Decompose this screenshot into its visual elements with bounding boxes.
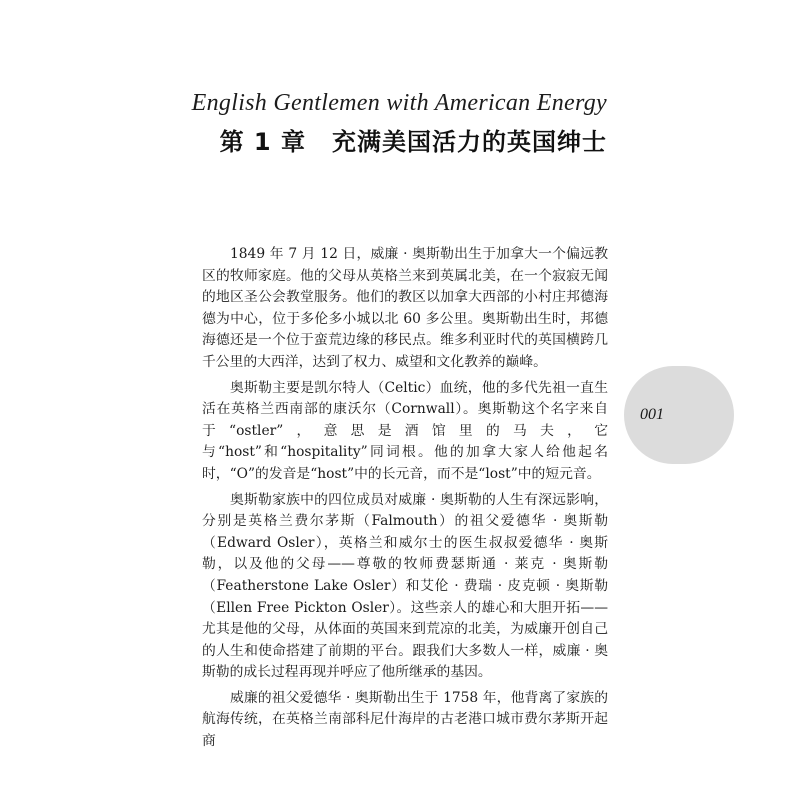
paragraph: 威廉的祖父爱德华 · 奥斯勒出生于 1758 年，他背离了家族的航海传统，在英格兰南部科尼什海岸的古老港口城市费尔茅斯开起商 <box>202 689 608 750</box>
chapter-title-english: English Gentlemen with American Energy <box>191 90 607 116</box>
chapter-heading <box>220 122 607 157</box>
paragraph: 奥斯勒家族中的四位成员对威廉 · 奥斯勒的人生有深远影响，分别是英格兰费尔茅斯（Falmouth）的祖父爱德华 · 奥斯勒（Edward Osler），英格兰和威尔士的医生叔叔爱德华 · 奥斯勒，以及他的父母——尊敬的牧师费瑟斯通 · 莱克 · 奥斯勒（Featherstone Lake Osler）和艾伦 · 费瑞 · 皮克顿 · 奥斯勒（Ellen Free Pickton Osler）。这些亲人的雄心和大胆开拓——尤其是他的父母，从体面的英国来到荒凉的北美，为威廉开创自己的人生和使命搭建了前期的平台。跟我们大多数人一样，威廉 · 奥斯勒的成长过程再现并呼应了他所继承的基因。 <box>202 491 608 681</box>
body-text <box>202 244 608 757</box>
chapter-number: 第 1 章 <box>219 128 306 156</box>
paragraph: 1849 年 7 月 12 日，威廉 · 奥斯勒出生于加拿大一个偏远教区的牧师家庭。他的父母从英格兰来到英属北美，在一个寂寂无闻的地区圣公会教堂服务。他们的教区以加拿大西部的小村庄邦德海德为中心，位于多伦多小城以北 60 多公里。奥斯勒出生时，邦德海德还是一个位于蛮荒边缘的移民点。维多利亚时代的英国横跨几千公里的大西洋，达到了权力、威望和文化教养的巅峰。 <box>202 246 608 370</box>
paragraph: 奥斯勒主要是凯尔特人（Celtic）血统，他的多代先祖一直生活在英格兰西南部的康沃尔（Cornwall）。奥斯勒这个名字来自于“ostler”，意思是酒馆里的马夫，它与“host”和“hospitality”同词根。他的加拿大家人给他起名时，“O”的发音是“host”中的长元音，而不是“lost”中的短元音。 <box>202 379 608 482</box>
page-number: 001 <box>640 406 664 423</box>
chapter-title-chinese: 充满美国活力的英国绅士 <box>332 128 607 156</box>
